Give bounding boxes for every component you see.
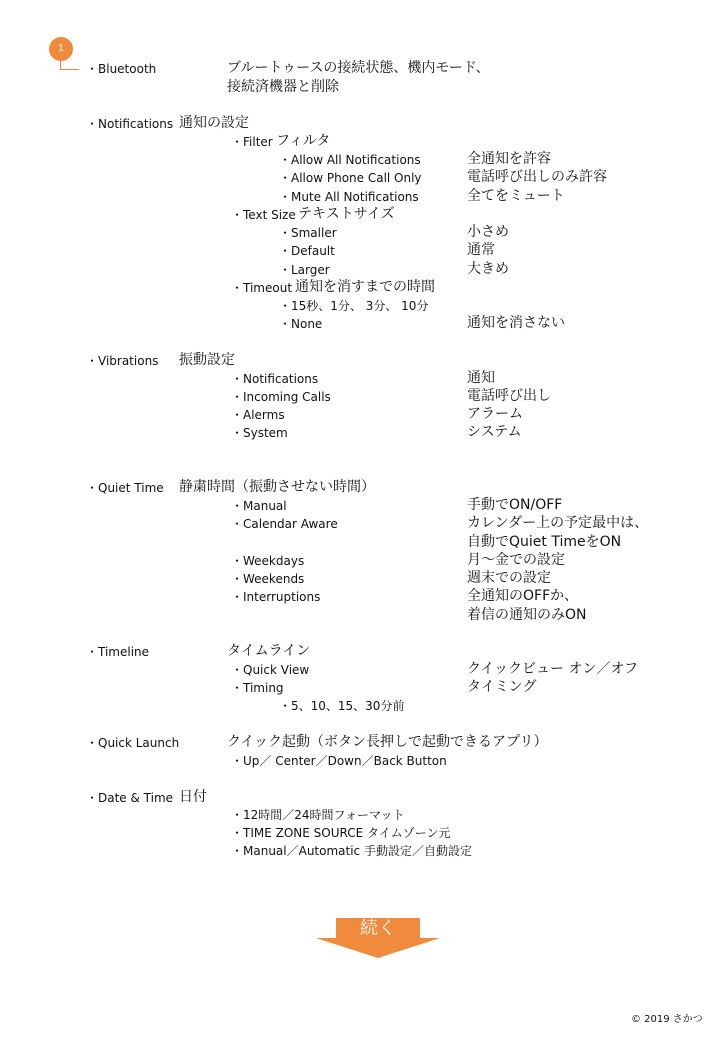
outline-allow-phone-jp: 電話呼び出しのみ許容 bbox=[467, 169, 607, 185]
outline-filter-jp: フィルタ bbox=[276, 133, 331, 149]
outline-ql-jp: クイック起動（ボタン長押しで起動できるアプリ） bbox=[227, 734, 548, 750]
outline-smaller-jp: 小さめ bbox=[467, 224, 509, 240]
outline-notif-label: ・Notifications bbox=[86, 117, 174, 131]
outline-quickview-jp: クイックビュー オン／オフ bbox=[467, 661, 639, 677]
outline-allow-all: ・Allow All Notifications bbox=[279, 153, 421, 167]
outline-weekends-jp: 週末での設定 bbox=[467, 570, 551, 586]
outline-manual: ・Manual bbox=[231, 499, 287, 513]
outline-timeline-jp: タイムライン bbox=[227, 643, 311, 659]
outline-timing-opts: ・5、10、15、30分前 bbox=[279, 699, 405, 713]
outline-timing: ・Timing bbox=[231, 681, 284, 695]
outline-timeout-label: ・Timeout bbox=[231, 281, 293, 295]
outline-vib-system-jp: システム bbox=[467, 424, 522, 440]
next-arrow-icon[interactable] bbox=[316, 938, 440, 958]
outline-larger: ・Larger bbox=[279, 263, 330, 277]
outline-textsize-label: ・Text Size bbox=[231, 208, 296, 222]
copyright-text: © 2019 さかつ bbox=[631, 1014, 703, 1025]
outline-ql-label: ・Quick Launch bbox=[86, 736, 180, 750]
outline-interrupt-jp2: 着信の通知のみON bbox=[467, 607, 587, 623]
outline-timing-jp: タイミング bbox=[467, 679, 537, 695]
outline-bt-label: ・Bluetooth bbox=[86, 62, 157, 76]
outline-notif-jp: 通知の設定 bbox=[179, 115, 249, 131]
outline-ql-buttons: ・Up／ Center／Down／Back Button bbox=[231, 754, 447, 768]
outline-dt-jp: 日付 bbox=[179, 789, 207, 805]
outline-default-jp: 通常 bbox=[467, 242, 495, 258]
outline-smaller: ・Smaller bbox=[279, 226, 337, 240]
outline-bt-desc1: ブルートゥースの接続状態、機内モード、 bbox=[227, 60, 490, 76]
outline-vib-jp: 振動設定 bbox=[179, 352, 235, 368]
outline-mute-all: ・Mute All Notifications bbox=[279, 190, 419, 204]
outline-none: ・None bbox=[279, 317, 323, 331]
outline-dt-label: ・Date & Time bbox=[86, 791, 174, 805]
step-number-badge: 1 bbox=[49, 37, 73, 61]
outline-vib-calls: ・Incoming Calls bbox=[231, 390, 331, 404]
outline-calendar-jp2: 自動でQuiet TimeをON bbox=[467, 534, 622, 550]
outline-weekdays-jp: 月～金での設定 bbox=[467, 552, 565, 568]
outline-weekdays: ・Weekdays bbox=[231, 554, 305, 568]
outline-timeout-opts: ・15秒、1分、 3分、 10分 bbox=[279, 299, 429, 313]
outline-default: ・Default bbox=[279, 244, 335, 258]
outline-allow-all-jp: 全通知を許容 bbox=[467, 151, 551, 167]
outline-interrupt-jp1: 全通知のOFFか、 bbox=[467, 588, 579, 604]
outline-bt-desc2: 接続済機器と削除 bbox=[227, 79, 339, 95]
outline-none-jp: 通知を消さない bbox=[467, 315, 565, 331]
next-button-label[interactable]: 続く bbox=[360, 918, 396, 939]
badge-connector-line bbox=[60, 60, 79, 70]
outline-timeline-label: ・Timeline bbox=[86, 645, 150, 659]
outline-vib-notif-jp: 通知 bbox=[467, 370, 495, 386]
outline-calendar-jp1: カレンダー上の予定最中は、 bbox=[467, 515, 649, 531]
outline-allow-phone: ・Allow Phone Call Only bbox=[279, 171, 422, 185]
outline-dt-manual: ・Manual／Automatic 手動設定／自動設定 bbox=[231, 844, 472, 858]
outline-vib-alarms-jp: アラーム bbox=[467, 406, 523, 422]
outline-manual-jp: 手動でON/OFF bbox=[467, 497, 563, 513]
outline-interrupt: ・Interruptions bbox=[231, 590, 321, 604]
outline-vib-notif: ・Notifications bbox=[231, 372, 319, 386]
outline-calendar: ・Calendar Aware bbox=[231, 517, 338, 531]
outline-vib-system: ・System bbox=[231, 426, 288, 440]
outline-quiet-jp: 静粛時間（振動させない時間） bbox=[179, 479, 375, 495]
outline-dt-tz: ・TIME ZONE SOURCE タイムゾーン元 bbox=[231, 826, 451, 840]
outline-timeout-jp: 通知を消すまでの時間 bbox=[295, 279, 435, 295]
outline-filter-label: ・Filter bbox=[231, 135, 273, 149]
outline-larger-jp: 大きめ bbox=[467, 261, 509, 277]
outline-textsize-jp: テキストサイズ bbox=[298, 206, 395, 222]
outline-vib-label: ・Vibrations bbox=[86, 354, 159, 368]
outline-vib-alarms: ・Alerms bbox=[231, 408, 285, 422]
outline-dt-format: ・12時間／24時間フォーマット bbox=[231, 808, 405, 822]
outline-quiet-label: ・Quiet Time bbox=[86, 481, 164, 495]
outline-quickview: ・Quick View bbox=[231, 663, 310, 677]
outline-vib-calls-jp: 電話呼び出し bbox=[467, 388, 551, 404]
outline-weekends: ・Weekends bbox=[231, 572, 305, 586]
outline-mute-all-jp: 全てをミュート bbox=[467, 188, 565, 204]
